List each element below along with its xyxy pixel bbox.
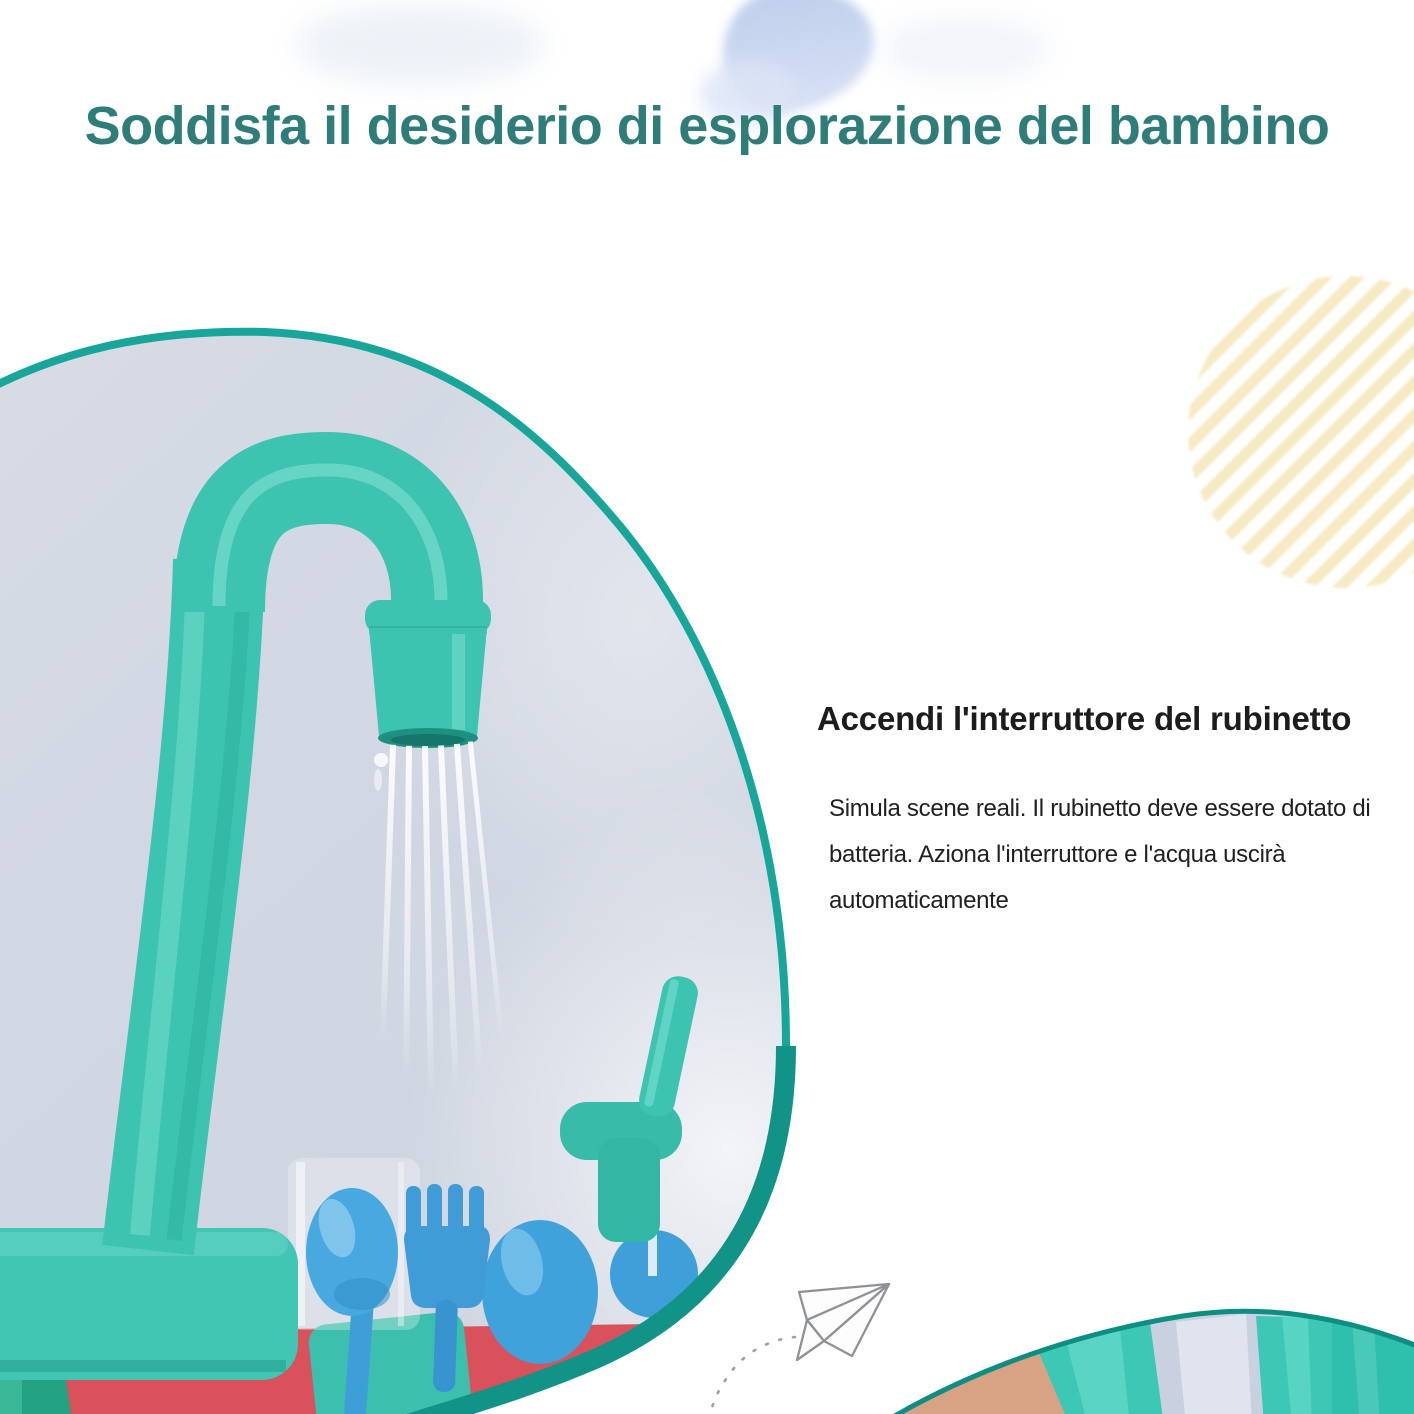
feature-body-line: batteria. Aziona l'interruttore e l'acqua uscirà [829,841,1286,868]
paper-plane-icon [797,1284,889,1360]
page-title: Soddisfa il desiderio di esplorazione del bambino [84,96,1330,156]
feature-body [829,786,1370,924]
feature-heading: Accendi l'interruttore del rubinetto [817,700,1352,737]
feature-body-line: automaticamente [829,887,1009,914]
water-drip [374,753,388,767]
faucet-spout-head [365,600,491,748]
blue-spoon-back [482,1220,598,1364]
second-photo-teaser [870,1296,1414,1414]
faucet-base [0,1228,298,1380]
feature-body-line: Simula scene reali. Il rubinetto deve essere dotato di [829,795,1371,822]
dashed-trail-icon [710,1337,795,1414]
